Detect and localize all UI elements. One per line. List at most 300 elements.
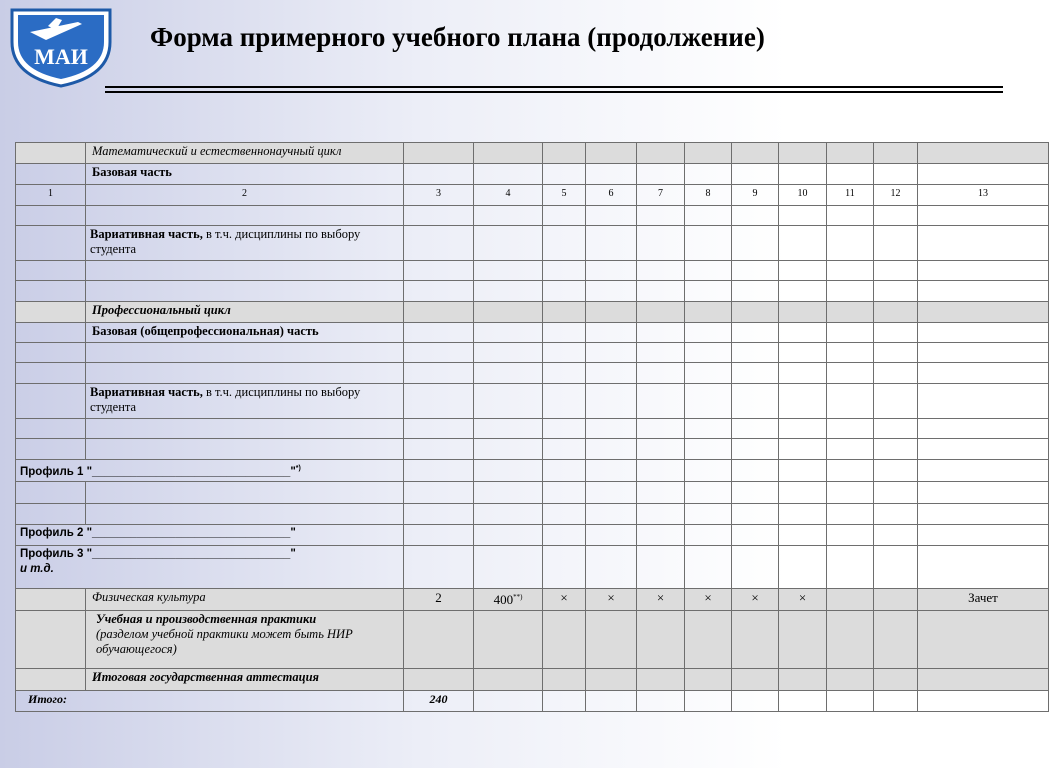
value-cell-c7[interactable] bbox=[637, 669, 685, 691]
profile-cell bbox=[16, 525, 404, 546]
value-cell-c11[interactable] bbox=[827, 504, 874, 525]
value-cell-c7[interactable] bbox=[637, 611, 685, 669]
value-cell-c13[interactable] bbox=[918, 669, 1049, 691]
value-cell-c6[interactable] bbox=[586, 185, 637, 206]
value-cell-c13[interactable] bbox=[918, 164, 1049, 185]
value-cell-c7[interactable] bbox=[637, 343, 685, 363]
value-cell-c12[interactable] bbox=[874, 525, 918, 546]
row-index-cell bbox=[16, 482, 86, 504]
value-cell-c6[interactable] bbox=[586, 439, 637, 460]
row-index-cell bbox=[16, 302, 86, 323]
value-cell-c4[interactable] bbox=[474, 504, 543, 525]
value-cell-c4[interactable] bbox=[474, 525, 543, 546]
value-cell-c3[interactable] bbox=[404, 185, 474, 206]
value-cell-c5[interactable] bbox=[543, 143, 586, 164]
value-cell-c12[interactable] bbox=[874, 226, 918, 261]
value-cell-c8[interactable] bbox=[685, 226, 732, 261]
value-cell-c9[interactable] bbox=[732, 226, 779, 261]
value-cell-c9[interactable] bbox=[732, 611, 779, 669]
value-cell-c11[interactable] bbox=[827, 482, 874, 504]
title-rule-bottom bbox=[105, 91, 1003, 93]
value-cell-c3[interactable] bbox=[404, 343, 474, 363]
value-cell-c7[interactable] bbox=[637, 460, 685, 482]
value-cell-c8[interactable] bbox=[685, 185, 732, 206]
value-cell-c6[interactable] bbox=[586, 691, 637, 712]
profile-cell bbox=[16, 546, 404, 589]
value-cell-c9[interactable] bbox=[732, 343, 779, 363]
value-cell-c12[interactable] bbox=[874, 343, 918, 363]
value-cell-c7[interactable] bbox=[637, 302, 685, 323]
value-cell-c10[interactable] bbox=[779, 482, 827, 504]
value-cell-c5[interactable] bbox=[543, 589, 586, 611]
value-cell-c13[interactable] bbox=[918, 226, 1049, 261]
value-cell-c4[interactable] bbox=[474, 589, 543, 611]
value-cell-c4[interactable] bbox=[474, 261, 543, 281]
value-cell-c8[interactable] bbox=[685, 384, 732, 419]
value-cell-c6[interactable] bbox=[586, 206, 637, 226]
value-cell-c10[interactable] bbox=[779, 185, 827, 206]
row-index-cell bbox=[16, 439, 86, 460]
value-cell-c4[interactable] bbox=[474, 546, 543, 589]
value-cell-c10[interactable] bbox=[779, 460, 827, 482]
value-cell-c5[interactable] bbox=[543, 419, 586, 439]
value-cell-c11[interactable] bbox=[827, 525, 874, 546]
table-row bbox=[16, 143, 1049, 164]
value-cell-c8[interactable] bbox=[685, 302, 732, 323]
value-cell-c7[interactable] bbox=[637, 384, 685, 419]
value-cell-c5[interactable] bbox=[543, 504, 586, 525]
value-cell-c11[interactable] bbox=[827, 611, 874, 669]
value-cell-c13[interactable] bbox=[918, 504, 1049, 525]
value-cell-c5[interactable] bbox=[543, 281, 586, 302]
row-index-cell bbox=[16, 143, 86, 164]
value-cell-c13[interactable] bbox=[918, 384, 1049, 419]
value-cell-c3[interactable] bbox=[404, 323, 474, 343]
value-cell-c5[interactable] bbox=[543, 343, 586, 363]
value-cell-c10[interactable] bbox=[779, 504, 827, 525]
value-cell-c13[interactable] bbox=[918, 143, 1049, 164]
table-row bbox=[16, 669, 1049, 691]
value-cell-c4[interactable] bbox=[474, 143, 543, 164]
discipline-name bbox=[86, 343, 404, 363]
value-cell-c13[interactable] bbox=[918, 460, 1049, 482]
value-cell-c10[interactable] bbox=[779, 384, 827, 419]
value-cell-c11[interactable] bbox=[827, 164, 874, 185]
value-cell-c13[interactable] bbox=[918, 525, 1049, 546]
table-row bbox=[16, 691, 1049, 712]
value-cell-c8[interactable] bbox=[685, 343, 732, 363]
curriculum-table-viewport bbox=[20, 142, 998, 709]
value-cell-c10[interactable] bbox=[779, 261, 827, 281]
value-cell-c13[interactable] bbox=[918, 323, 1049, 343]
value-text: 3 bbox=[436, 188, 441, 199]
value-cell-c7[interactable] bbox=[637, 482, 685, 504]
value-cell-c9[interactable] bbox=[732, 546, 779, 589]
value-cell-c4[interactable] bbox=[474, 460, 543, 482]
value-cell-c3[interactable] bbox=[404, 460, 474, 482]
value-cell-c5[interactable] bbox=[543, 439, 586, 460]
value-cell-c3[interactable] bbox=[404, 143, 474, 164]
value-cell-c6[interactable] bbox=[586, 363, 637, 384]
value-cell-c9[interactable] bbox=[732, 164, 779, 185]
value-cell-c3[interactable] bbox=[404, 691, 474, 712]
value-cell-c13[interactable] bbox=[918, 281, 1049, 302]
value-cell-c6[interactable] bbox=[586, 460, 637, 482]
value-cell-c4[interactable] bbox=[474, 164, 543, 185]
value-cell-c9[interactable] bbox=[732, 206, 779, 226]
row-index-cell bbox=[16, 206, 86, 226]
value-cell-c5[interactable] bbox=[543, 302, 586, 323]
table-row bbox=[16, 164, 1049, 185]
value-text: 11 bbox=[845, 188, 855, 199]
value-cell-c4[interactable] bbox=[474, 439, 543, 460]
value-cell-c8[interactable] bbox=[685, 525, 732, 546]
value-cell-c12[interactable] bbox=[874, 611, 918, 669]
value-cell-c3[interactable] bbox=[404, 281, 474, 302]
value-cell-c5[interactable] bbox=[543, 226, 586, 261]
value-cell-c11[interactable] bbox=[827, 206, 874, 226]
discipline-name bbox=[86, 281, 404, 302]
value-cell-c10[interactable] bbox=[779, 589, 827, 611]
value-cell-c5[interactable] bbox=[543, 206, 586, 226]
discipline-name-main: Учебная и производственная практики bbox=[96, 612, 317, 626]
value-cell-c3[interactable] bbox=[404, 261, 474, 281]
value-cell-c12[interactable] bbox=[874, 589, 918, 611]
value-cell-c4[interactable] bbox=[474, 185, 543, 206]
value-cell-c6[interactable] bbox=[586, 302, 637, 323]
table-row bbox=[16, 546, 1049, 589]
row-index-cell bbox=[16, 384, 86, 419]
value-cell-c3[interactable] bbox=[404, 669, 474, 691]
value-cell-c10[interactable] bbox=[779, 525, 827, 546]
value-cell-c7[interactable] bbox=[637, 323, 685, 343]
value-cell-c11[interactable] bbox=[827, 302, 874, 323]
value-cell-c11[interactable] bbox=[827, 546, 874, 589]
value-cell-c4[interactable] bbox=[474, 226, 543, 261]
value-cell-c7[interactable] bbox=[637, 226, 685, 261]
value-cell-c3[interactable] bbox=[404, 482, 474, 504]
value-cell-c8[interactable] bbox=[685, 546, 732, 589]
value-cell-c13[interactable] bbox=[918, 206, 1049, 226]
value-cell-c7[interactable] bbox=[637, 589, 685, 611]
value-text: 10 bbox=[797, 188, 808, 199]
value-cell-c11[interactable] bbox=[827, 419, 874, 439]
value-cell-c9[interactable] bbox=[732, 439, 779, 460]
value-cell-c8[interactable] bbox=[685, 482, 732, 504]
value-cell-c8[interactable] bbox=[685, 164, 732, 185]
value-cell-c13[interactable] bbox=[918, 343, 1049, 363]
value-cell-c9[interactable] bbox=[732, 281, 779, 302]
discipline-name bbox=[86, 363, 404, 384]
value-cell-c10[interactable] bbox=[779, 546, 827, 589]
value-cell-c4[interactable] bbox=[474, 611, 543, 669]
value-cell-c10[interactable] bbox=[779, 226, 827, 261]
value-cell-c8[interactable] bbox=[685, 143, 732, 164]
value-cell-c6[interactable] bbox=[586, 546, 637, 589]
value-cell-c5[interactable] bbox=[543, 323, 586, 343]
table-row bbox=[16, 343, 1049, 363]
value-cell-c13[interactable] bbox=[918, 302, 1049, 323]
value-cell-c8[interactable] bbox=[685, 261, 732, 281]
profile-etc: и т.д. bbox=[20, 563, 54, 575]
value-cell-c12[interactable] bbox=[874, 691, 918, 712]
value-cell-c4[interactable] bbox=[474, 419, 543, 439]
value-cell-c13[interactable] bbox=[918, 185, 1049, 206]
value-cell-c3[interactable] bbox=[404, 206, 474, 226]
value-cell-c6[interactable] bbox=[586, 504, 637, 525]
value-cell-c3[interactable] bbox=[404, 504, 474, 525]
value-text: × bbox=[560, 590, 568, 605]
value-cell-c10[interactable] bbox=[779, 439, 827, 460]
value-cell-c12[interactable] bbox=[874, 384, 918, 419]
value-cell-c4[interactable] bbox=[474, 302, 543, 323]
value-cell-c5[interactable] bbox=[543, 546, 586, 589]
value-cell-c8[interactable] bbox=[685, 363, 732, 384]
value-text: 2 bbox=[435, 590, 442, 605]
value-cell-c6[interactable] bbox=[586, 343, 637, 363]
value-cell-c3[interactable] bbox=[404, 384, 474, 419]
value-cell-c9[interactable] bbox=[732, 185, 779, 206]
value-cell-c7[interactable] bbox=[637, 546, 685, 589]
value-cell-c10[interactable] bbox=[779, 343, 827, 363]
value-cell-c4[interactable] bbox=[474, 384, 543, 419]
value-cell-c12[interactable] bbox=[874, 323, 918, 343]
value-cell-c10[interactable] bbox=[779, 419, 827, 439]
value-cell-c6[interactable] bbox=[586, 482, 637, 504]
value-cell-c3[interactable] bbox=[404, 226, 474, 261]
value-cell-c3[interactable] bbox=[404, 164, 474, 185]
value-cell-c13[interactable] bbox=[918, 363, 1049, 384]
value-cell-c4[interactable] bbox=[474, 363, 543, 384]
curriculum-table-body bbox=[16, 143, 1049, 712]
value-cell-c6[interactable] bbox=[586, 226, 637, 261]
value-cell-c12[interactable] bbox=[874, 546, 918, 589]
value-cell-c5[interactable] bbox=[543, 691, 586, 712]
value-cell-c10[interactable] bbox=[779, 669, 827, 691]
value-cell-c7[interactable] bbox=[637, 691, 685, 712]
value-cell-c5[interactable] bbox=[543, 482, 586, 504]
value-cell-c11[interactable] bbox=[827, 439, 874, 460]
value-text: 7 bbox=[658, 188, 663, 199]
value-cell-c11[interactable] bbox=[827, 261, 874, 281]
value-cell-c3[interactable] bbox=[404, 611, 474, 669]
value-cell-c10[interactable] bbox=[779, 143, 827, 164]
table-row bbox=[16, 504, 1049, 525]
value-cell-c9[interactable] bbox=[732, 460, 779, 482]
discipline-name: Математический и естественнонаучный цикл bbox=[86, 143, 404, 164]
value-cell-c8[interactable] bbox=[685, 611, 732, 669]
table-row bbox=[16, 482, 1049, 504]
value-cell-c13[interactable] bbox=[918, 691, 1049, 712]
discipline-name bbox=[86, 384, 404, 419]
value-cell-c5[interactable] bbox=[543, 611, 586, 669]
value-cell-c6[interactable] bbox=[586, 164, 637, 185]
value-cell-c8[interactable] bbox=[685, 504, 732, 525]
value-cell-c13[interactable] bbox=[918, 589, 1049, 611]
value-text: × bbox=[704, 590, 712, 605]
value-cell-c12[interactable] bbox=[874, 281, 918, 302]
value-cell-c7[interactable] bbox=[637, 261, 685, 281]
value-cell-c11[interactable] bbox=[827, 460, 874, 482]
value-cell-c12[interactable] bbox=[874, 419, 918, 439]
value-cell-c3[interactable] bbox=[404, 302, 474, 323]
value-cell-c8[interactable] bbox=[685, 439, 732, 460]
value-cell-c13[interactable] bbox=[918, 482, 1049, 504]
value-cell-c12[interactable] bbox=[874, 482, 918, 504]
value-cell-c9[interactable] bbox=[732, 363, 779, 384]
value-cell-c12[interactable] bbox=[874, 143, 918, 164]
value-cell-c12[interactable] bbox=[874, 363, 918, 384]
value-cell-c6[interactable] bbox=[586, 384, 637, 419]
value-cell-c6[interactable] bbox=[586, 419, 637, 439]
value-cell-c5[interactable] bbox=[543, 460, 586, 482]
value-cell-c9[interactable] bbox=[732, 143, 779, 164]
value-cell-c11[interactable] bbox=[827, 226, 874, 261]
value-cell-c7[interactable] bbox=[637, 164, 685, 185]
value-cell-c11[interactable] bbox=[827, 323, 874, 343]
value-cell-c4[interactable] bbox=[474, 482, 543, 504]
value-cell-c8[interactable] bbox=[685, 669, 732, 691]
value-cell-c12[interactable] bbox=[874, 206, 918, 226]
value-cell-c10[interactable] bbox=[779, 691, 827, 712]
curriculum-table bbox=[15, 142, 1049, 712]
value-cell-c3[interactable] bbox=[404, 419, 474, 439]
value-cell-c5[interactable] bbox=[543, 363, 586, 384]
value-text: × bbox=[607, 590, 615, 605]
value-cell-c12[interactable] bbox=[874, 439, 918, 460]
table-row bbox=[16, 384, 1049, 419]
value-cell-c12[interactable] bbox=[874, 302, 918, 323]
value-cell-c12[interactable] bbox=[874, 504, 918, 525]
value-cell-c8[interactable] bbox=[685, 460, 732, 482]
value-cell-c5[interactable] bbox=[543, 669, 586, 691]
value-cell-c11[interactable] bbox=[827, 281, 874, 302]
value-cell-c12[interactable] bbox=[874, 261, 918, 281]
value-cell-c6[interactable] bbox=[586, 611, 637, 669]
value-cell-c5[interactable] bbox=[543, 185, 586, 206]
value-cell-c6[interactable] bbox=[586, 323, 637, 343]
value-cell-c4[interactable] bbox=[474, 669, 543, 691]
value-cell-c4[interactable] bbox=[474, 323, 543, 343]
value-cell-c5[interactable] bbox=[543, 525, 586, 546]
value-cell-c13[interactable] bbox=[918, 611, 1049, 669]
discipline-name bbox=[86, 611, 404, 669]
value-cell-c9[interactable] bbox=[732, 669, 779, 691]
value-cell-c7[interactable] bbox=[637, 281, 685, 302]
value-cell-c8[interactable] bbox=[685, 323, 732, 343]
value-cell-c3[interactable] bbox=[404, 439, 474, 460]
value-cell-c13[interactable] bbox=[918, 439, 1049, 460]
value-cell-c11[interactable] bbox=[827, 384, 874, 419]
value-cell-c3[interactable] bbox=[404, 546, 474, 589]
value-cell-c9[interactable] bbox=[732, 419, 779, 439]
discipline-name bbox=[86, 226, 404, 261]
value-cell-c11[interactable] bbox=[827, 343, 874, 363]
value-cell-c12[interactable] bbox=[874, 164, 918, 185]
value-cell-c8[interactable] bbox=[685, 419, 732, 439]
value-cell-c6[interactable] bbox=[586, 261, 637, 281]
value-cell-c9[interactable] bbox=[732, 261, 779, 281]
value-cell-c8[interactable] bbox=[685, 206, 732, 226]
value-cell-c11[interactable] bbox=[827, 589, 874, 611]
discipline-name: 2 bbox=[86, 185, 404, 206]
value-cell-c3[interactable] bbox=[404, 363, 474, 384]
value-cell-c6[interactable] bbox=[586, 143, 637, 164]
value-cell-c10[interactable] bbox=[779, 281, 827, 302]
value-cell-c10[interactable] bbox=[779, 323, 827, 343]
value-cell-c9[interactable] bbox=[732, 691, 779, 712]
value-cell-c13[interactable] bbox=[918, 546, 1049, 589]
value-cell-c8[interactable] bbox=[685, 281, 732, 302]
profile-cell bbox=[16, 460, 404, 482]
value-cell-c9[interactable] bbox=[732, 589, 779, 611]
value-cell-c11[interactable] bbox=[827, 143, 874, 164]
value-cell-c7[interactable] bbox=[637, 525, 685, 546]
value-cell-c7[interactable] bbox=[637, 143, 685, 164]
value-cell-c6[interactable] bbox=[586, 669, 637, 691]
value-cell-c11[interactable] bbox=[827, 691, 874, 712]
value-cell-c9[interactable] bbox=[732, 482, 779, 504]
value-cell-c4[interactable] bbox=[474, 691, 543, 712]
value-cell-c7[interactable] bbox=[637, 504, 685, 525]
value-cell-c12[interactable] bbox=[874, 669, 918, 691]
value-cell-c13[interactable] bbox=[918, 261, 1049, 281]
value-cell-c7[interactable] bbox=[637, 206, 685, 226]
value-cell-c11[interactable] bbox=[827, 185, 874, 206]
mai-logo bbox=[8, 4, 114, 88]
value-cell-c7[interactable] bbox=[637, 363, 685, 384]
discipline-name-bold: Вариативная часть, bbox=[90, 385, 203, 399]
value-cell-c12[interactable] bbox=[874, 460, 918, 482]
value-cell-c7[interactable] bbox=[637, 419, 685, 439]
value-cell-c10[interactable] bbox=[779, 363, 827, 384]
value-cell-c5[interactable] bbox=[543, 164, 586, 185]
value-cell-c11[interactable] bbox=[827, 669, 874, 691]
value-cell-c6[interactable] bbox=[586, 281, 637, 302]
value-cell-c12[interactable] bbox=[874, 185, 918, 206]
value-cell-c10[interactable] bbox=[779, 206, 827, 226]
value-cell-c3[interactable] bbox=[404, 589, 474, 611]
value-cell-c11[interactable] bbox=[827, 363, 874, 384]
value-cell-c10[interactable] bbox=[779, 302, 827, 323]
value-cell-c9[interactable] bbox=[732, 302, 779, 323]
value-cell-c4[interactable] bbox=[474, 281, 543, 302]
value-cell-c8[interactable] bbox=[685, 691, 732, 712]
value-cell-c5[interactable] bbox=[543, 261, 586, 281]
value-cell-c5[interactable] bbox=[543, 384, 586, 419]
value-cell-c13[interactable] bbox=[918, 419, 1049, 439]
value-cell-c6[interactable] bbox=[586, 525, 637, 546]
value-cell-c9[interactable] bbox=[732, 504, 779, 525]
value-cell-c4[interactable] bbox=[474, 206, 543, 226]
value-cell-c10[interactable] bbox=[779, 164, 827, 185]
row-index-cell bbox=[16, 164, 86, 185]
value-cell-c9[interactable] bbox=[732, 384, 779, 419]
profile-label: Профиль 2 "_______________________________" bbox=[20, 527, 296, 539]
value-cell-c9[interactable] bbox=[732, 323, 779, 343]
discipline-name bbox=[86, 504, 404, 525]
row-index-cell bbox=[16, 504, 86, 525]
value-cell-c9[interactable] bbox=[732, 525, 779, 546]
value-cell-c4[interactable] bbox=[474, 343, 543, 363]
value-cell-c8[interactable] bbox=[685, 589, 732, 611]
discipline-name-rest: в т.ч. дисциплины по выбору студента bbox=[90, 227, 361, 256]
value-cell-c7[interactable] bbox=[637, 439, 685, 460]
value-cell-c10[interactable] bbox=[779, 611, 827, 669]
value-cell-c3[interactable] bbox=[404, 525, 474, 546]
value-cell-c7[interactable] bbox=[637, 185, 685, 206]
value-cell-c6[interactable] bbox=[586, 589, 637, 611]
